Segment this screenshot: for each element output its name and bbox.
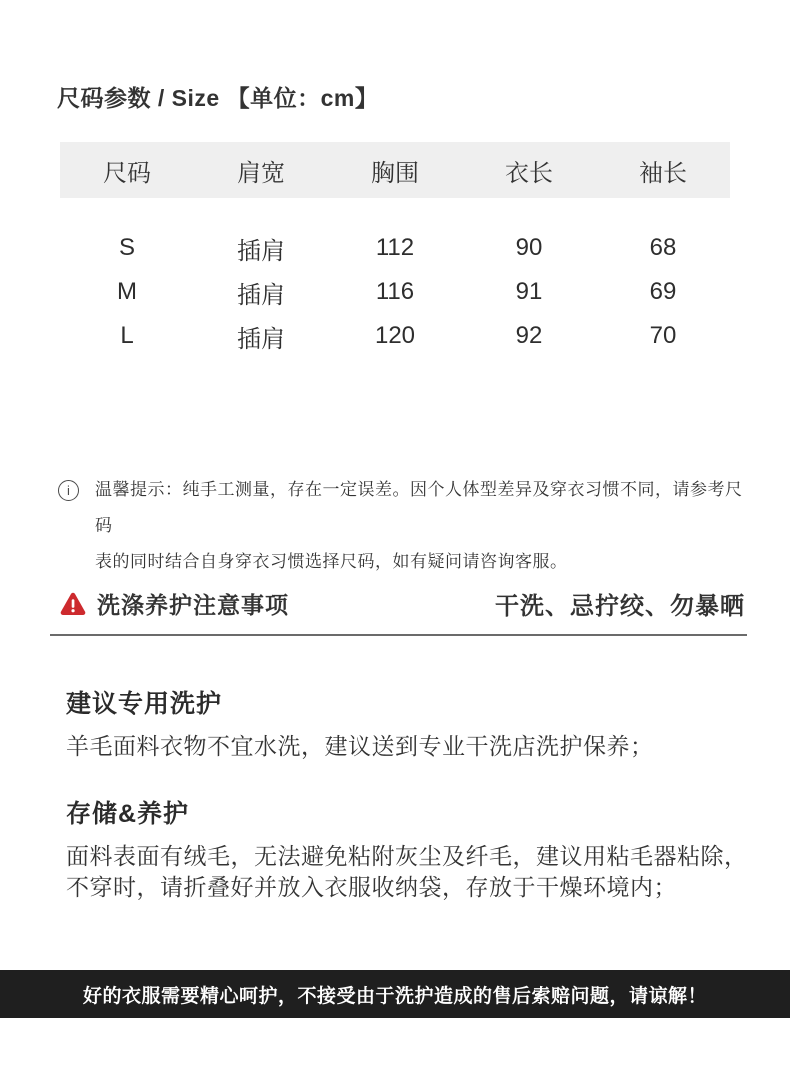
size-table: [60, 142, 730, 358]
footer-notice-text: 好的衣服需要精心呵护，不接受由于洗护造成的售后索赔问题，请谅解！: [82, 985, 707, 1007]
cell-shoulder: 插肩: [237, 281, 285, 309]
size-table-header-row: [60, 142, 730, 198]
column-header-shoulder: 肩宽: [237, 159, 285, 187]
column-header-chest: 胸围: [371, 159, 419, 187]
section-body-line: 不穿时，请折叠好并放入衣服收纳袋，存放于干燥环境内；: [66, 874, 677, 900]
cell-length: 91: [515, 278, 543, 305]
care-notice-title: 洗涤养护注意事项: [97, 592, 289, 618]
cell-length: 92: [515, 322, 543, 349]
cell-chest: 120: [374, 322, 416, 349]
warm-tip-line-2: 表的同时结合自身穿衣习惯选择尺码，如有疑问请咨询客服。: [95, 552, 568, 571]
cell-sleeve: 69: [649, 278, 677, 305]
care-section-wash: [66, 684, 756, 762]
cell-shoulder: 插肩: [237, 237, 285, 265]
section-heading: 存储&养护: [66, 800, 190, 828]
section-body: [66, 841, 756, 903]
table-row-m: [60, 270, 730, 314]
section-heading: 建议专用洗护: [66, 690, 223, 718]
table-row-s: [60, 226, 730, 270]
cell-chest: 116: [375, 278, 415, 305]
section-body-line: 面料表面有绒毛，无法避免粘附灰尘及纤毛，建议用粘毛器粘除，: [66, 843, 748, 869]
section-body-line: 羊毛面料衣物不宜水洗，建议送到专业干洗店洗护保养；: [66, 733, 654, 759]
cell-sleeve: 68: [649, 234, 677, 261]
warm-tip: [58, 472, 748, 580]
warm-tip-text: [95, 472, 748, 580]
column-header-sleeve: 袖长: [639, 159, 687, 187]
table-row-l: [60, 314, 730, 358]
cell-sleeve: 70: [649, 322, 677, 349]
cell-shoulder: 插肩: [237, 325, 285, 353]
warm-tip-line-1: 温馨提示：纯手工测量，存在一定误差。因个人体型差异及穿衣习惯不同，请参考尺码: [95, 480, 743, 535]
cell-size: L: [120, 322, 134, 349]
column-header-size: 尺码: [103, 159, 151, 187]
warning-icon: [60, 592, 86, 616]
cell-size: M: [117, 278, 137, 305]
cell-size: S: [118, 234, 135, 261]
care-notice-header: [50, 586, 747, 636]
footer-notice-bar: [0, 970, 790, 1018]
cell-chest: 112: [375, 234, 415, 261]
section-body: [66, 731, 756, 762]
care-instructions-summary: 干洗、忌拧绞、勿暴晒: [495, 593, 745, 620]
cell-length: 90: [515, 234, 543, 261]
page-title: 尺码参数 / Size 【单位：cm】: [57, 85, 379, 111]
care-section-storage: [66, 794, 756, 903]
care-notice-title-group: [50, 587, 289, 620]
size-table-body: [60, 198, 730, 358]
column-header-length: 衣长: [505, 159, 553, 187]
info-icon: i: [58, 480, 79, 501]
